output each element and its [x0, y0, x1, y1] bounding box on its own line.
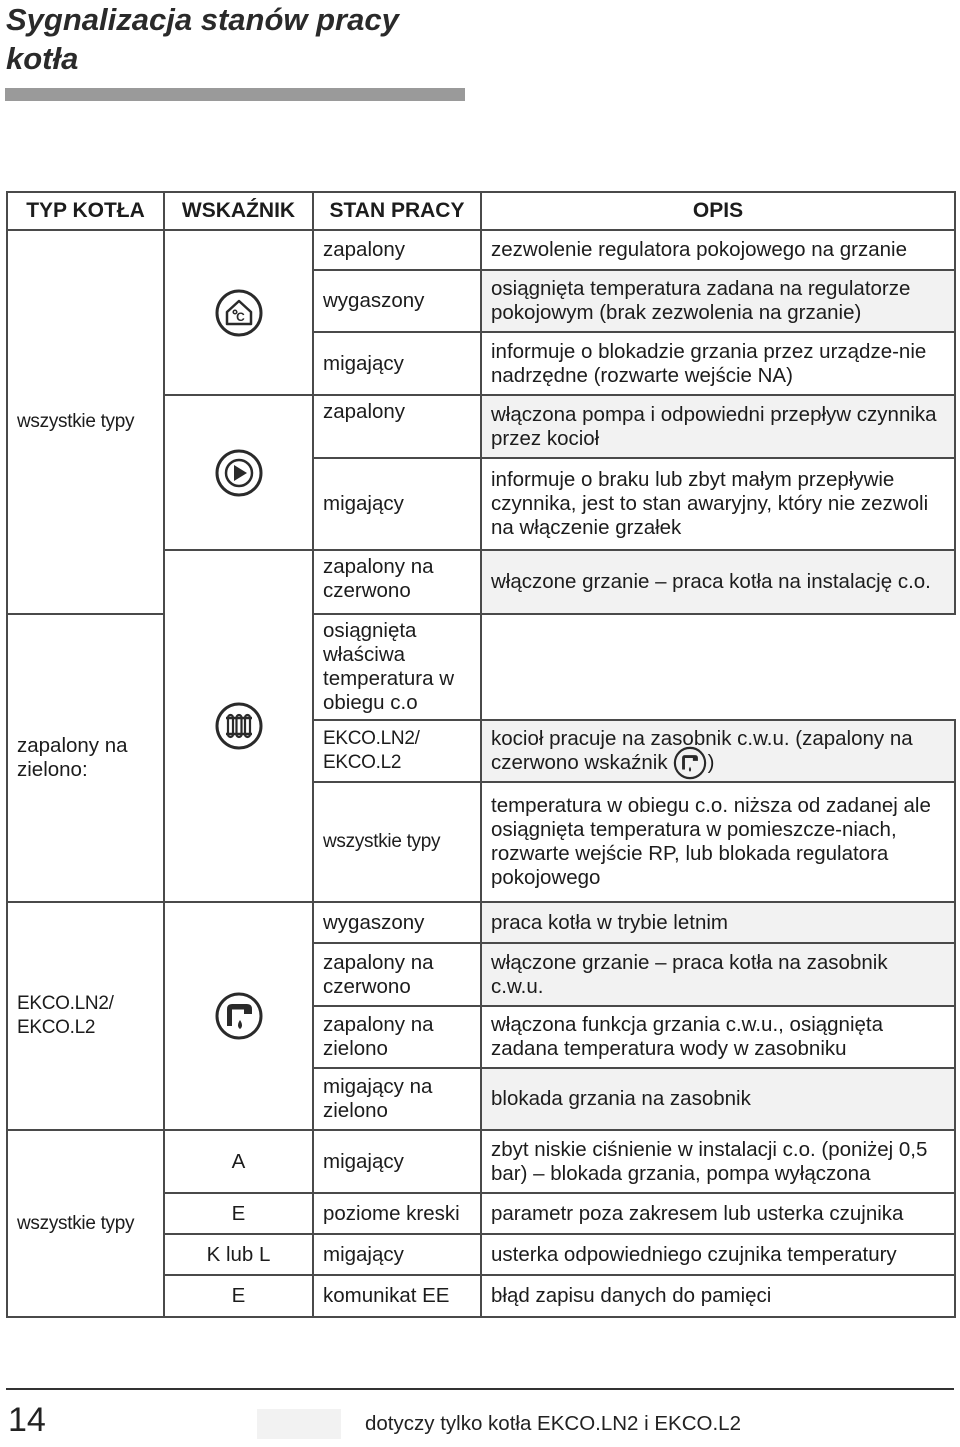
description-cell: usterka odpowiedniego czujnika temperatury [481, 1234, 955, 1275]
header-opis: OPIS [481, 192, 955, 230]
description-cell: włączone grzanie – praca kotła na zasobnik c.w.u. [481, 943, 955, 1006]
description-cell: osiągnięta temperatura zadana na regulatorze pokojowym (brak zezwolenia na grzanie) [481, 270, 955, 332]
code-cell: E [164, 1193, 313, 1234]
code-cell: K lub L [164, 1234, 313, 1275]
room-thermostat-icon [214, 288, 264, 338]
type-cell: wszystkie typy [7, 230, 164, 614]
radiator-icon [214, 701, 264, 751]
description-cell: informuje o blokadzie grzania przez urządze-nie nadrzędne (rozwarte wejście NA) [481, 332, 955, 395]
description-cell: włączona pompa i odpowiedni przepływ czynnika przez kocioł [481, 395, 955, 458]
description-text: kocioł pracuje na zasobnik c.w.u. (zapalony na czerwono wskaźnik [491, 726, 913, 774]
state-cell: zapalony na zielono: [7, 614, 164, 902]
type-cell: EKCO.LN2/ EKCO.L2 [313, 720, 481, 782]
description-cell [481, 720, 955, 782]
footer-rule [6, 1388, 954, 1390]
indicator-cell [164, 550, 313, 902]
indicator-cell [164, 395, 313, 550]
type-cell: wszystkie typy [7, 1130, 164, 1317]
state-cell: zapalony na czerwono [313, 943, 481, 1006]
state-cell: migający [313, 458, 481, 550]
table-row [7, 1130, 955, 1193]
description-cell: błąd zapisu danych do pamięci [481, 1275, 955, 1317]
table-row [7, 614, 955, 720]
code-cell: A [164, 1130, 313, 1193]
description-cell: informuje o braku lub zbyt małym przepływie czynnika, jest to stan awaryjny, który nie zezwoli na włączenie grzałek [481, 458, 955, 550]
legend-grey-swatch [257, 1409, 341, 1439]
header-wskaznik: WSKAŹNIK [164, 192, 313, 230]
header-row [7, 192, 955, 230]
state-cell: zapalony na zielono [313, 1006, 481, 1068]
title-underline-bar [5, 88, 465, 101]
description-cell: praca kotła w trybie letnim [481, 902, 955, 943]
state-cell: zapalony [313, 230, 481, 270]
page-title: Sygnalizacja stanów pracy kotła [6, 2, 399, 76]
header-stan: STAN PRACY [313, 192, 481, 230]
state-cell: migający [313, 1234, 481, 1275]
hot-water-tap-icon [672, 745, 708, 781]
table-row [7, 902, 955, 943]
description-cell: blokada grzania na zasobnik [481, 1068, 955, 1130]
indicator-cell [164, 902, 313, 1130]
status-table [6, 191, 956, 1318]
legend-text: dotyczy tylko kotła EKCO.LN2 i EKCO.L2 [365, 1412, 741, 1435]
state-cell: komunikat EE [313, 1275, 481, 1317]
description-text-end: ) [707, 750, 715, 774]
hot-water-tap-icon [214, 991, 264, 1041]
state-cell: poziome kreski [313, 1193, 481, 1234]
page-number: 14 [8, 1401, 46, 1439]
indicator-cell [164, 230, 313, 395]
state-cell: wygaszony [313, 270, 481, 332]
type-cell: wszystkie typy [313, 782, 481, 902]
code-cell: E [164, 1275, 313, 1317]
description-cell: temperatura w obiegu c.o. niższa od zadanej ale osiągnięta temperatura w pomieszcze-niach, rozwarte wejście RP, lub blokada regulatora pokojowego [481, 782, 955, 902]
pump-icon [214, 448, 264, 498]
description-cell: parametr poza zakresem lub usterka czujnika [481, 1193, 955, 1234]
description-cell: włączona funkcja grzania c.w.u., osiągnięta zadana temperatura wody w zasobniku [481, 1006, 955, 1068]
description-cell: zezwolenie regulatora pokojowego na grzanie [481, 230, 955, 270]
description-cell: osiągnięta właściwa temperatura w obiegu c.o [313, 614, 481, 720]
state-cell: zapalony na czerwono [313, 550, 481, 614]
description-cell: zbyt niskie ciśnienie w instalacji c.o. (poniżej 0,5 bar) – blokada grzania, pompa wyłączona [481, 1130, 955, 1193]
description-cell: włączone grzanie – praca kotła na instalację c.o. [481, 550, 955, 614]
state-cell: wygaszony [313, 902, 481, 943]
header-typ: TYP KOTŁA [7, 192, 164, 230]
state-cell: migający [313, 1130, 481, 1193]
state-cell: migający [313, 332, 481, 395]
table-row [7, 230, 955, 270]
state-cell: migający na zielono [313, 1068, 481, 1130]
svg-text:C: C [235, 309, 245, 324]
state-cell: zapalony [313, 395, 481, 458]
type-cell: EKCO.LN2/ EKCO.L2 [7, 902, 164, 1130]
